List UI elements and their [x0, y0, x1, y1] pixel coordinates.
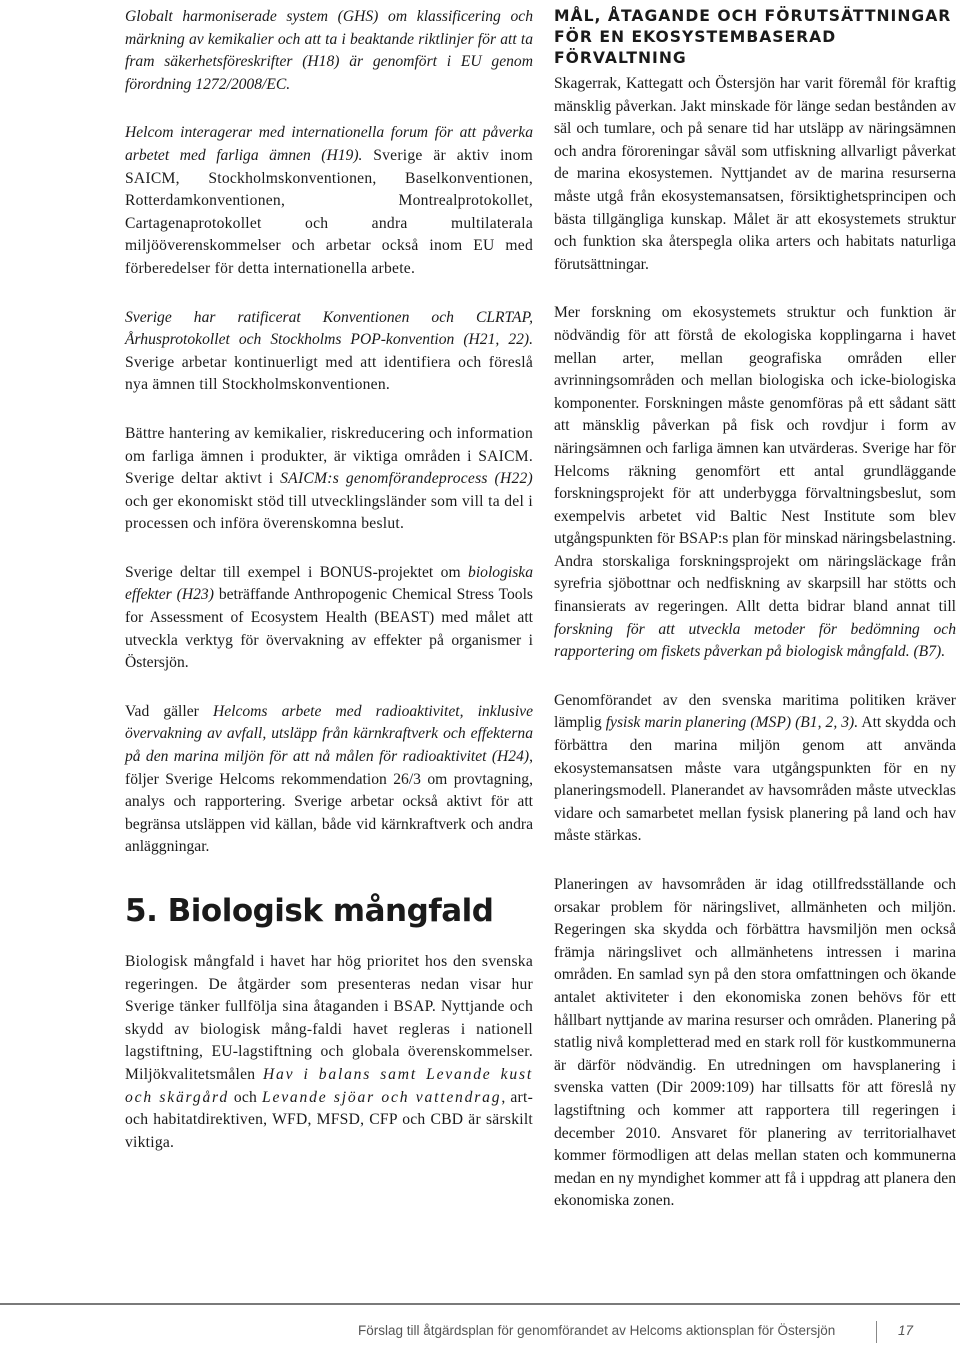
- page-number: 17: [898, 1323, 914, 1338]
- paragraph-impact: Skagerrak, Kattegatt och Östersjön har varit föremål för kraftig mänsklig påverkan. Jakt minskade för länge sedan bestånden av säl och tumlare, och på senare tid har utsläpp av näringsämnen och andra föroreningar såväl som utfiskning allvarligt påverkat de marina ekosystemen. Nyttjandet av de marina resurserna måste utgå från ekosystemansatsen, försiktighetsprincipen och bästa tillgängliga kunskap. Målet är att ekosystemets struktur och funktion ska återspegla olika arters och habitats naturliga förutsättningar.: [554, 75, 956, 273]
- paragraph-research: Mer forskning om ekosystemets struktur och funktion är nödvändig för att förstå de ekologiska kopplingarna i havet mellan arter, mellan geografiska områden eller avrinningsområden och mellan biologiska och icke-biologiska komponenter. Forskningen måste genomföras på ett sådant sätt att mänsklig påverkan på fisk och rovdjur i form av näringsämnen och farliga ämnen kan utvärderas. Sverige har för Helcoms räkning genomfört ett antal grundläggande forskningsprojekt för att underbygga förvaltningsbeslut, som exempelvis arbetet vid Baltic Nest Institute som blev utgångspunkten för BSAP:s plan för minskad näringsbelastning. Andra storskaliga forskningsprojekt om näringsläckage från syrefria sjöbottnar och nedfiskning av skarpsill har stötts och finansierats av regeringen. Allt detta bidrar bland annat till forskning för att utveckla metoder för bedömning och rapportering om fiskets påverkan på biologisk mångfald. (B7).: [554, 304, 956, 661]
- paragraph-saicm: Bättre hantering av kemikalier, riskreducering och information om farliga ämnen i produkter, är viktiga områden i SAICM. Sverige deltar aktivt i SAICM:s genomförandeprocess (H22) och ger ekonomiskt stöd till utvecklingsländer som vill ta del i processen och införa överenskomna beslut.: [125, 424, 533, 533]
- paragraph-planning: Planeringen av havsområden är idag otillfredsställande och orsakar problem för näringslivet, allmänheten och miljön. Regeringen ska skydda och förbättra havsmiljön men också främja näringslivet och allmänhetens intressen i marina områden. En samlad syn på den stora omfattningen och ökande antalet aktiviteter i den ekonomiska zonen behövs för ett hållbart nyttjande av marina resurser och områden. Planering på statlig nivå kompletterad med en stark roll för kustkommunerna är därför nödvändig. En utredningen om havsplanering i svenska vatten (Dir 2009:109) har tillsatts för att föreslå ny lagstiftning och kommer att rapportera till regeringen i december 2010. Ansvaret för planering av territorialhavet kommer förmodligen att delas mellan staten och kommunerna medan en ny myndighet kommer att få i uppdrag att planera den ekonomiska zonen.: [554, 876, 956, 1210]
- right-heading: MÅL, ÅTAGANDE OCH FÖRUTSÄTTNINGAR FÖR EN EKOSYSTEMBASERAD FÖRVALTNING: [554, 7, 952, 67]
- footer-rule: [0, 1303, 960, 1305]
- section-title: 5. Biologisk mångfald: [125, 893, 494, 929]
- left-column: [125, 6, 533, 1180]
- page-footer: [0, 1303, 960, 1348]
- paragraph-ghs: Globalt harmoniserade system (GHS) om klassificering och märkning av kemikalier och att ta i beaktande riktlinjer för att ta fram säkerhetsföreskrifter (H18) är genomfört i EU genom förordning 1272/2008/EC.: [125, 8, 533, 93]
- paragraph-helcom-forum: Helcom interagerar med internationella forum för att påverka arbetet med farliga ämnen (H19). Sverige är aktiv inom SAICM, Stockholmskonventionen, Baselkonventionen, Rotterdamkonventionen, Montrealprotokollet, Cartagenaprotokollet och andra multilaterala miljööverenskommelser och arbetar också inom EU med förberedelser för detta internationella arbete.: [125, 124, 533, 277]
- right-column: [554, 6, 956, 1239]
- paragraph-biodiversity: Biologisk mångfald i havet har hög prioritet hos den svenska regeringen. De åtgärder som presenteras nedan visar hur Sverige tänker fullfölja sina åtaganden i BSAP. Nyttjande och skydd av biologisk mång-faldi havet regleras i nationell lagstiftning, EU-lagstiftning och globala överenskommelser. Miljökvalitetsmålen Hav i balans samt Levande kust och skärgård och Levande sjöar och vattendrag, art- och habitatdirektiven, WFD, MFSD, CFP och CBD är särskilt viktiga.: [125, 953, 534, 1151]
- footer-separator: [876, 1321, 877, 1343]
- paragraph-radioactivity: Vad gäller Helcoms arbete med radioaktivitet, inklusive övervakning av avfall, utsläpp från kärnkraftverk och effekterna på den marina miljön för att nå målen för radioaktivitet (H24), följer Sverige Helcoms rekommendation 26/3 om provtagning, analys och rapportering. Sverige arbetar också aktivt för att begränsa utsläppen vid källan, både vid kärnkraftverk och andra anläggningar.: [125, 702, 534, 856]
- footer-title: Förslag till åtgärdsplan för genomförandet av Helcoms aktionsplan för Östersjön: [358, 1323, 836, 1338]
- paragraph-bonus: Sverige deltar till exempel i BONUS-projektet om biologiska effekter (H23) beträffande Anthropogenic Chemical Stress Tools for Assessment of Ecosystem Health (BEAST) med målet att utveckla verktyg för övervakning av effekter på organismer i Östersjön.: [125, 563, 533, 672]
- paragraph-clrtap: Sverige har ratificerat Konventionen och CLRTAP, Århusprotokollet och Stockholms POP-konvention (H21, 22). Sverige arbetar kontinuerligt med att identifiera och föreslå nya ämnen till Stockholmskonventionen.: [125, 308, 533, 394]
- paragraph-maritime-policy: Genomförandet av den svenska maritima politiken kräver lämplig fysisk marin planering (MSP) (B1, 2, 3). Att skydda och förbättra den marina miljön genom att använda ekosystemansatsen måste vara utgångspunkten för en ny planeringsmodell. Planerandet av havsområden måste utvecklas vidare och samarbetet mellan fysisk planering på land och hav måste stärkas.: [554, 691, 957, 845]
